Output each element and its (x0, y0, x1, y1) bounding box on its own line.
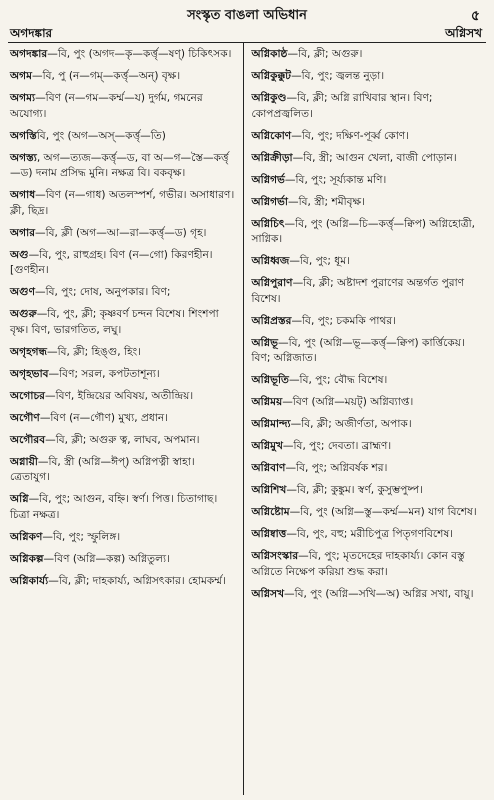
entry-headword: অগ্নিগর্ভা (251, 195, 288, 208)
dictionary-entry (252, 549, 485, 580)
entry-definition: —বি, পুং; দেবতা। ব্রাহ্মণ। (282, 440, 392, 452)
entry-definition: —বি, পুং; আগুন, বহ্নি। স্বর্ণ। পিত্ত। চিতাগাছ। চিত্রা নক্ষত্র। (10, 493, 218, 521)
dictionary-entry (10, 574, 237, 590)
dictionary-entry (10, 552, 237, 568)
dictionary-entry (10, 47, 237, 63)
entry-headword: অগার (10, 226, 36, 239)
dictionary-entry (10, 367, 237, 383)
dictionary-entry (252, 254, 485, 270)
entry-headword: অগ্নিময় (251, 396, 283, 408)
dictionary-entry (252, 587, 485, 603)
page-number: ৫ (470, 8, 480, 24)
entry-definition: —বি, পুং (অগ্নি—সখি—অ) অগ্নির সখা, বায়ু। (284, 587, 474, 600)
entry-headword: অগুণ (10, 286, 35, 298)
entry-definition: —বিণ (অগ্নি—কল্প) অগ্নিতুল্য। (43, 552, 170, 565)
dictionary-entry (252, 91, 485, 122)
entry-headword: অগম্য (10, 92, 36, 104)
entry-definition: —বি, স্ত্রী (অগ্নি—ঈপ্) অগ্নিপত্নী স্বাহা। ত্রেতাযুগ। (10, 455, 195, 483)
entry-definition: —বি, পুং; অগ্নিবর্ষক শর। (285, 462, 388, 474)
entry-definition: —বি, পুং; চকমকি পাথর। (291, 314, 396, 327)
entry-headword: অগ্নিকুক্কুট (251, 70, 292, 82)
entry-definition: —বি, ক্লী; অজীর্ণতা, অপাক। (290, 418, 412, 430)
dictionary-entry (10, 226, 237, 242)
entry-definition: —বি, ক্লী; কুঙ্কুম। স্বর্ণ, কুসুম্ভপুষ্প। (286, 484, 423, 496)
entry-headword: অগদঙ্কার (10, 48, 48, 60)
guide-words (8, 24, 486, 43)
entry-definition: —বি, ক্লী; হিঙ্গু, হিং। (47, 345, 141, 358)
entry-definition: —বিণ; সরল, কপটতাশূন্য। (48, 367, 160, 380)
dictionary-entry (10, 345, 237, 361)
dictionary-entry (252, 505, 485, 521)
entry-definition: —বি, স্ত্রী; আগুন খেলা, বাজী পোড়ান। (292, 151, 457, 164)
dictionary-entry (252, 47, 485, 63)
entry-headword: অগ্নিচিৎ (251, 217, 285, 230)
dictionary-entry (252, 373, 485, 389)
entry-definition: —বি, পুং; ধূম। (289, 255, 350, 267)
entry-definition: —বি, পুং; দোষ, অনুপকার। বিণ; (34, 286, 171, 298)
entry-headword: অগস্ত্য (10, 151, 37, 164)
entry-definition: —বি, পু (ন—গম্—কর্ত্তৃ—অন্) বৃক্ষ। (32, 70, 181, 82)
entry-headword: অগ্নিভূতি (251, 374, 289, 386)
entry-headword: অগু (10, 248, 29, 261)
dictionary-entry (252, 461, 485, 477)
entry-definition: —বি, ক্লী; অগুরু ত্ব, লাঘব, অপমান। (45, 433, 200, 446)
entry-definition: —বি, পুং; সূর্য্যকান্ত মণি। (284, 173, 387, 186)
dictionary-entry (10, 492, 237, 523)
entry-headword: অগুরু (10, 308, 37, 320)
entry-definition: —বিণ, ইন্দ্রিয়ের অবিষয়, অতীন্দ্রিয়। (45, 389, 194, 402)
entry-headword: অগ্নিপুরাণ (251, 277, 293, 289)
entry-definition: —বি, পুং; বৌদ্ধ বিশেষ। (288, 374, 388, 386)
entry-headword: অগ্নায়ী (10, 455, 38, 468)
dictionary-entry (252, 417, 485, 433)
dictionary-entry (252, 69, 485, 85)
dictionary-entry (252, 527, 485, 543)
entry-definition: —বি, ক্লী (অগ—আ—রা—কর্ত্তৃ—ড) গৃহ। (35, 226, 207, 239)
entry-headword: অগ্নিক্রীড়া (251, 151, 293, 164)
entry-headword: অগ্নিষ্টোম (251, 506, 290, 518)
two-column-body (8, 43, 486, 795)
entry-headword: অগৌণ (10, 411, 40, 424)
entry-headword: অগ্নিকাষ্ঠ (251, 48, 288, 60)
entry-headword: অগৃহগন্ধ (10, 345, 48, 358)
entry-headword: অগ্নিসংস্কার (251, 550, 299, 562)
entry-headword: অগ্নিমান্দ্য (251, 418, 291, 430)
entry-definition: —বিণ (অগ্নি—ময়ট্) অগ্নিব্যাপ্ত। (282, 396, 414, 408)
entry-headword: অগস্তি (10, 129, 37, 142)
entry-headword: অগ্নিশিখ (251, 484, 287, 496)
entry-headword: অগ্নিকণ (10, 530, 43, 543)
entry-headword: অগ্নিমুখ (251, 440, 283, 452)
entry-headword: অগম (10, 70, 33, 82)
dictionary-entry (10, 188, 237, 219)
dictionary-entry (10, 389, 237, 405)
entry-definition: —বি, ক্লী; অষ্টাদশ পুরাণের অন্তর্গত পুরাণ বিশেষ। (251, 277, 465, 305)
dictionary-entry (252, 151, 485, 167)
entry-headword: অগ্নিকার্য্য (10, 574, 49, 587)
entry-headword: অগ্নিসখ (251, 587, 285, 600)
entry-headword: অগ্নিকুণ্ড (251, 92, 287, 104)
dictionary-entry (252, 173, 485, 189)
entry-definition: বি, পুং (অগ—অস্—কর্ত্তৃ—তি) (36, 129, 166, 142)
dictionary-entry (10, 69, 237, 85)
entry-headword: অগোচর (10, 389, 45, 402)
guide-word-right: অগ্নিসখ (445, 26, 482, 40)
entry-headword: অগ্নি (10, 493, 29, 505)
entry-definition: —বিণ (ন—গৌণ) মুখ্য, প্রধান। (39, 411, 169, 424)
guide-word-left: অগদঙ্কার (10, 26, 53, 40)
dictionary-entry (252, 483, 485, 499)
dictionary-entry (252, 195, 485, 211)
left-column (8, 43, 243, 795)
entry-definition: —বি, পুং (অগদ—কৃ—কর্ত্তৃ—ষণ্) চিকিৎসক। (47, 48, 232, 60)
dictionary-entry (10, 248, 237, 279)
entry-headword: অগ্নিভূ (251, 336, 278, 349)
entry-headword: অগৃহভাব (10, 367, 49, 380)
dictionary-entry (252, 217, 485, 248)
entry-definition: —বি, পুং (অগ্নি—স্তু—কর্ম্ম—মন) যাগ বিশেষ। (289, 506, 477, 518)
entry-definition: —বিণ (ন—গাধ) অতলস্পর্শ, গভীর। অসাধারণ। ক্লী, ছিদ্র। (10, 189, 235, 217)
right-column (244, 43, 487, 795)
dictionary-entry (10, 129, 237, 145)
dictionary-entry (10, 433, 237, 449)
entry-definition: —বি, ক্লী; দাহকার্য্য, অগ্নিসৎকার। হোমকর্ম্ম। (48, 574, 226, 587)
entry-headword: অগ্নিবাণ (251, 462, 286, 474)
entry-headword: অগ্নিপ্রস্তর (251, 314, 292, 327)
dictionary-entry (10, 307, 237, 338)
entry-definition: —বি, ক্লী; অগ্নি রাখিবার স্থান। বিণ; কোপপ্রজ্বলিত। (251, 92, 433, 120)
entry-headword: অগ্নিগর্ভ (251, 173, 285, 186)
entry-headword: অগ্নিষ্বাত্ত (251, 528, 287, 540)
entry-headword: অগ্নিকোণ (251, 129, 292, 142)
dictionary-entry (10, 455, 237, 486)
dictionary-entry (10, 91, 237, 122)
entry-headword: অগ্নিকল্প (10, 552, 44, 565)
entry-definition: —বি, পুং, রাহুগ্রহ। বিণ (ন—গো) কিরণহীন। [গুণহীন। (10, 248, 213, 276)
dictionary-entry (252, 314, 485, 330)
dictionary-entry (10, 151, 237, 182)
dictionary-entry (252, 336, 485, 367)
dictionary-entry (252, 129, 485, 145)
entry-headword: অগ্নিধ্বজ (251, 255, 290, 267)
dictionary-entry (252, 439, 485, 455)
dictionary-entry (10, 530, 237, 546)
entry-definition: —বি, পুং; জ্বলন্ত নুড়া। (291, 70, 385, 82)
entry-definition: —বিণ (ন—গম—কর্ম্ম—য) দুর্গম, গমনের অযোগ্য। (10, 92, 203, 120)
entry-definition: —বি, পুং (অগ্নি—ভূ—কর্ত্তৃ—ক্বিপ) কার্ত্তিকেয়। বিণ; অগ্নিজাত। (251, 336, 465, 364)
entry-definition: —বি, পুং; মৃতদেহের দাহকার্য্য। কোন বস্তু অগ্নিতে নিক্ষেপ করিয়া শুদ্ধ করা। (251, 550, 465, 578)
entry-definition: —বি, পুং, ক্লী; কৃষ্ণবর্ণ চন্দন বিশেষ। শিংশপা বৃক্ষ। বিণ, ভারগতিত, লঘু। (10, 308, 219, 336)
entry-definition: —বি, পুং, বহু; মরীচিপুত্র পিতৃগণবিশেষ। (286, 528, 454, 540)
entry-headword: অগাধ (10, 189, 36, 201)
dictionary-entry (252, 276, 485, 307)
page-header (8, 4, 486, 24)
entry-definition: —বি, পুং (অগ্নি—চি—কর্ত্তৃ—ক্বিপ) অগ্নিহোত্রী, সাগ্নিক। (251, 217, 476, 245)
entry-definition: —বি, স্ত্রী; শমীবৃক্ষ। (287, 195, 365, 208)
dictionary-entry (252, 395, 485, 411)
entry-definition: , অগ—ত্যজ—কর্ত্তৃ—ড, বা অ—গ—স্তৈ—কর্ত্তৃ—ড) দনাম প্রসিদ্ধ মুনি। নক্ষত্র বি। বকবৃক্ষ। (10, 151, 229, 179)
entry-definition: —বি, পুং; দক্ষিণ-পূর্ব্ব কোণ। (291, 129, 409, 142)
page-title: সংস্কৃত বাঙলা অভিধান (187, 8, 307, 23)
entry-headword: অগৌরব (10, 433, 46, 446)
dictionary-entry (10, 285, 237, 301)
entry-definition: —বি, পুং; স্ফুলিঙ্গ। (42, 530, 121, 543)
entry-definition: —বি, ক্লী; অগুরু। (287, 48, 363, 60)
dictionary-entry (10, 411, 237, 427)
